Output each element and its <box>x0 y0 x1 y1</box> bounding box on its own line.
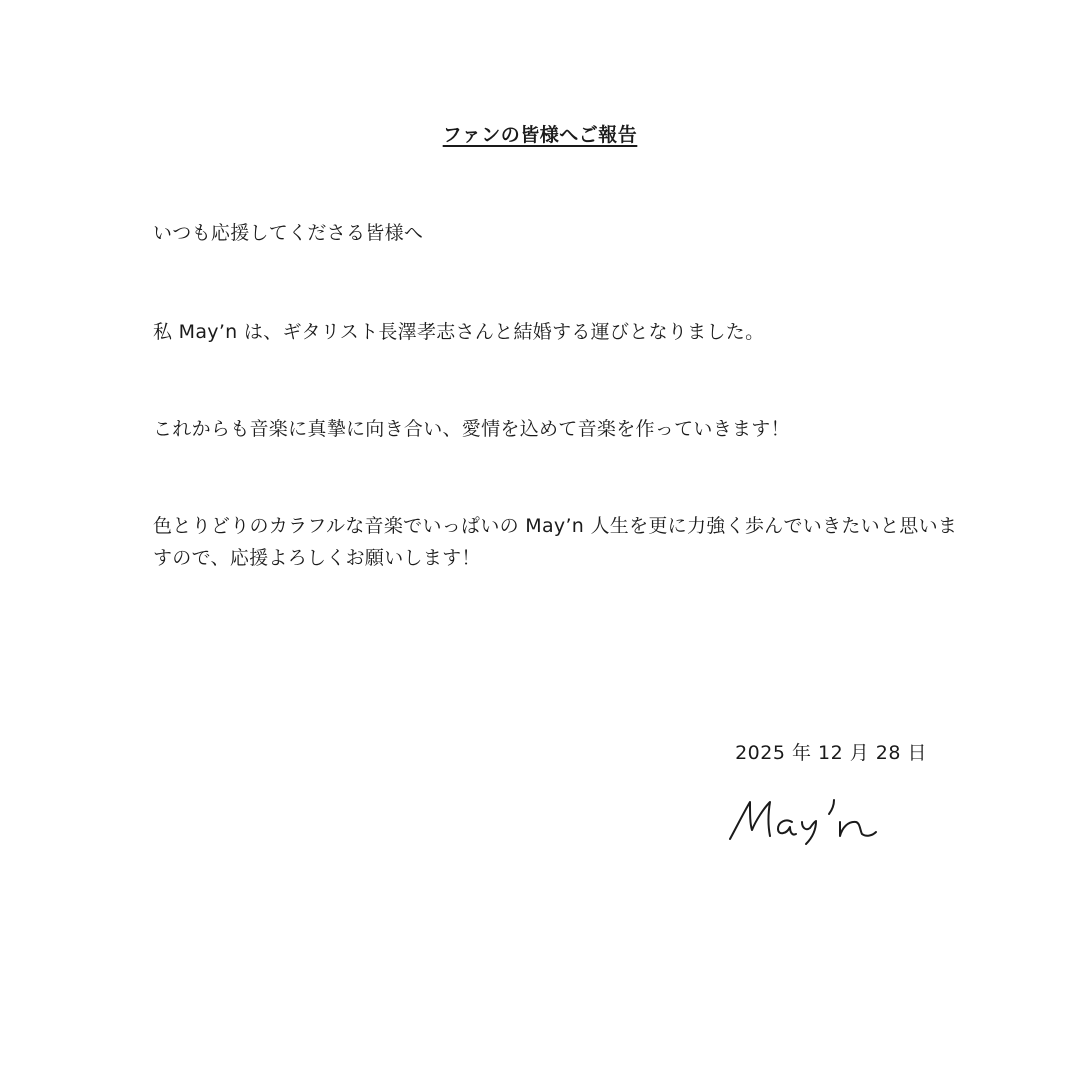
announcement-paragraph: 私 May’n は、ギタリスト長澤孝志さんと結婚する運びとなりました。 <box>153 321 765 343</box>
document-title <box>0 121 1080 149</box>
document-title-text: ファンの皆様へご報告 <box>442 124 638 146</box>
handwritten-signature <box>726 794 901 846</box>
commitment-paragraph: これからも音楽に真摯に向き合い、愛情を込めて音楽を作っていきます！ <box>153 418 790 440</box>
closing-paragraph-line-1: 色とりどりのカラフルな音楽でいっぱいの May’n 人生を更に力強く歩んでいきたいと思いま <box>153 515 958 537</box>
document-date: 2025 年 12 月 28 日 <box>735 742 927 764</box>
closing-paragraph-line-2: すので、応援よろしくお願いします！ <box>153 547 481 569</box>
closing-paragraph <box>153 510 958 574</box>
greeting-text: いつも応援してくださる皆様へ <box>153 222 424 244</box>
